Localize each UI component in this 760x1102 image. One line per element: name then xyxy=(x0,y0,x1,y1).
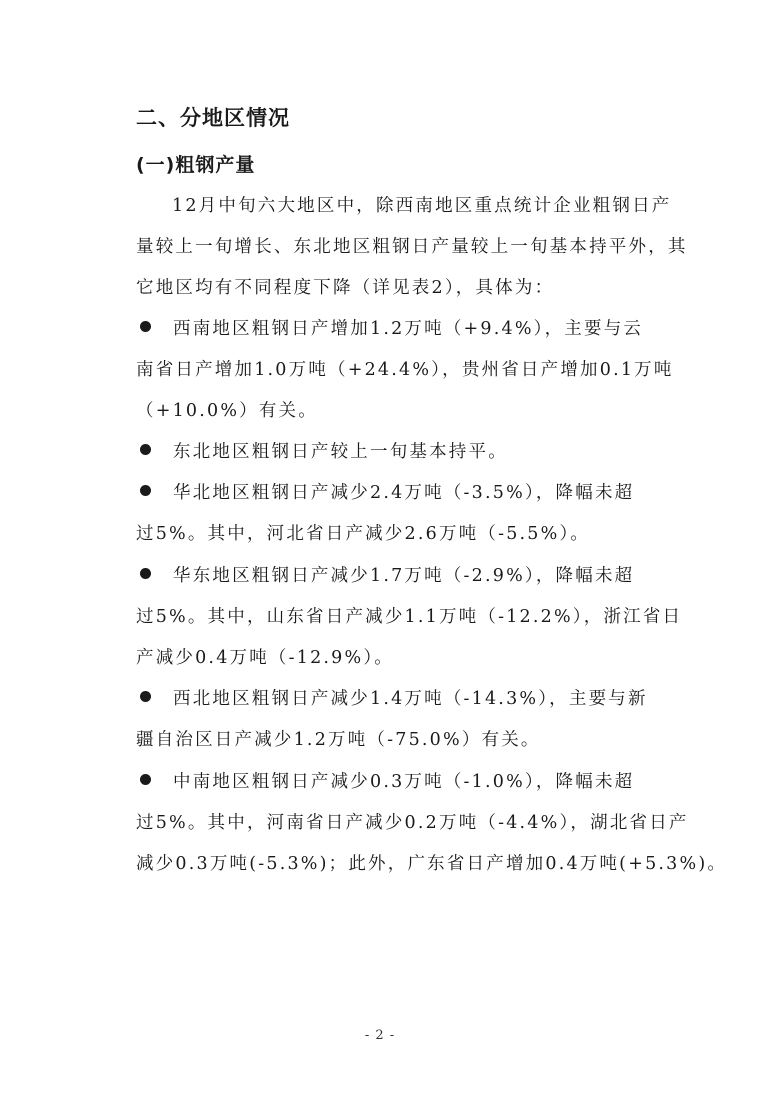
bullet-line: 华东地区粗钢日产减少1.7万吨（-2.9%），降幅未超 xyxy=(173,566,635,586)
bullet-paragraph-southwest xyxy=(136,309,674,432)
bullet-line: 中南地区粗钢日产减少0.3万吨（-1.0%），降幅未超 xyxy=(173,772,635,792)
bullet-paragraph-east xyxy=(136,556,683,679)
bullet-line: 过5%。其中，山东省日产减少1.1万吨（-12.2%），浙江省日 xyxy=(136,607,683,627)
bullet-dot-icon xyxy=(140,774,151,785)
bullet-line: 过5%。其中，河南省日产减少0.2万吨（-4.4%），湖北省日产 xyxy=(136,813,689,833)
bullet-line: 产减少0.4万吨（-12.9%）。 xyxy=(136,648,394,668)
bullet-paragraph-northwest xyxy=(136,679,656,761)
bullet-line: 减少0.3万吨(-5.3%)；此外，广东省日产增加0.4万吨(+5.3%)。 xyxy=(136,854,728,874)
intro-line: 它地区均有不同程度下降（详见表2），具体为： xyxy=(136,278,555,298)
subsection-heading: (一)粗钢产量 xyxy=(136,154,256,176)
intro-paragraph xyxy=(136,186,688,309)
section-heading: 二、分地区情况 xyxy=(136,106,290,130)
bullet-dot-icon xyxy=(140,444,151,455)
bullet-line: 过5%。其中，河北省日产减少2.6万吨（-5.5%）。 xyxy=(136,524,591,544)
bullet-line: （+10.0%）有关。 xyxy=(136,401,318,421)
bullet-line: 西南地区粗钢日产增加1.2万吨（+9.4%），主要与云 xyxy=(173,319,644,339)
bullet-paragraph-north xyxy=(136,473,656,555)
bullet-dot-icon xyxy=(140,485,151,496)
bullet-line: 东北地区粗钢日产较上一旬基本持平。 xyxy=(173,442,508,462)
bullet-line: 南省日产增加1.0万吨（+24.4%），贵州省日产增加0.1万吨 xyxy=(136,360,674,380)
bullet-line: 西北地区粗钢日产减少1.4万吨（-14.3%），主要与新 xyxy=(173,689,648,709)
intro-line: 12月中旬六大地区中，除西南地区重点统计企业粗钢日产 xyxy=(172,196,672,216)
page-number: - 2 - xyxy=(364,1028,396,1043)
bullet-line: 疆自治区日产减少1.2万吨（-75.0%）有关。 xyxy=(136,730,541,750)
intro-line: 量较上一旬增长、东北地区粗钢日产量较上一旬基本持平外，其 xyxy=(136,237,688,257)
bullet-dot-icon xyxy=(140,321,151,332)
bullet-line: 华北地区粗钢日产减少2.4万吨（-3.5%），降幅未超 xyxy=(173,483,635,503)
bullet-dot-icon xyxy=(140,691,151,702)
bullet-dot-icon xyxy=(140,568,151,579)
bullet-paragraph-northeast xyxy=(136,432,656,473)
bullet-paragraph-central-south xyxy=(136,762,728,885)
